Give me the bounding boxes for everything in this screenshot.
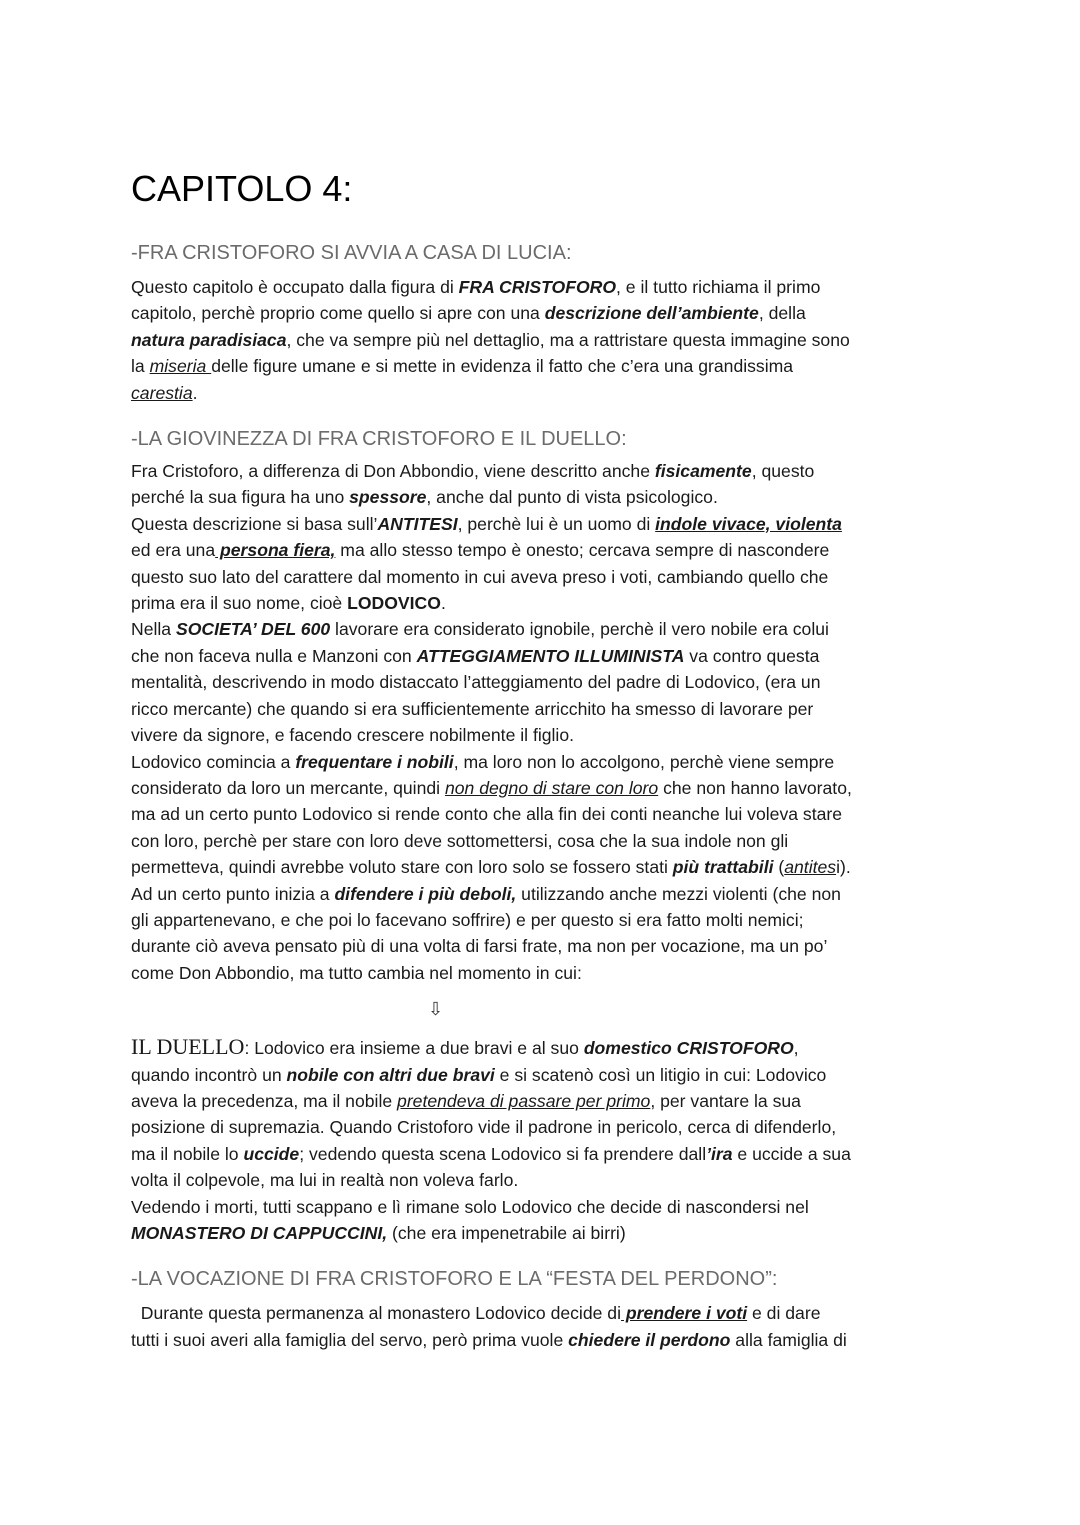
duello-title: IL DUELLO [131, 1034, 245, 1060]
document-page [131, 168, 961, 1353]
paragraph-intro: Questo capitolo è occupato dalla figura di FRA CRISTOFORO, e il tutto richiama il primo capitolo, perchè proprio come quello si apre con una descrizione dell’ambiente, della natura paradisiaca, che va sempre più nel dettaglio, ma a rattristare questa immagine sono la miseria delle figure umane e si mette in evidenza il fatto che c’era una grandissima carestia. [131, 277, 850, 403]
section-heading-giovinezza: -LA GIOVINEZZA DI FRA CRISTOFORO E IL DUELLO: [131, 428, 627, 451]
paragraph-duello: IL DUELLO: Lodovico era insieme a due bravi e al suo domestico CRISTOFORO, quando incontrò un nobile con altri due bravi e si scatenò così un litigio in cui: Lodovico aveva la precedenza, ma il nobile pretendeva di passare per primo, per vantare la sua posizione di supremazia. Quando Cristoforo vide il padrone in pericolo, cerca di difenderlo, ma il nobile lo uccide; vedendo questa scena Lodovico si fa prendere dall’ira e uccide a sua volta il colpevole, ma lui in realtà non voleva farlo. Vedendo i morti, tutti scappano e lì rimane solo Lodovico che decide di nascondersi nel MONASTERO DI CAPPUCCINI, (che era impenetrabile ai birri) [131, 1034, 851, 1243]
section-heading-fra-cristoforo-lucia: -FRA CRISTOFORO SI AVVIA A CASA DI LUCIA: [131, 242, 572, 264]
page-title: CAPITOLO 4: [131, 168, 353, 209]
paragraph-vocazione: Durante questa permanenza al monastero Lodovico decide di prendere i voti e di dare tutti i suoi averi alla famiglia del servo, però prima vuole chiedere il perdono alla famiglia di [131, 1303, 847, 1350]
down-arrow-icon: ⇩ [428, 999, 444, 1020]
section-heading-vocazione: -LA VOCAZIONE DI FRA CRISTOFORO E LA “FESTA DEL PERDONO”: [131, 1268, 778, 1291]
paragraph-giovinezza: Fra Cristoforo, a differenza di Don Abbondio, viene descritto anche fisicamente, questo perché la sua figura ha uno spessore, anche dal punto di vista psicologico. Questa descrizione si basa sull’ANTITESI, perchè lui è un uomo di indole vivace, violenta ed era una persona fiera, ma allo stesso tempo è onesto; cercava sempre di nascondere questo suo lato del carattere dal momento in cui aveva preso i voti, cambiando quello che prima era il suo nome, cioè LODOVICO. Nella SOCIETA’ DEL 600 lavorare era considerato ignobile, perchè il vero nobile era colui che non faceva nulla e Manzoni con ATTEGGIAMENTO ILLUMINISTA va contro questa mentalità, descrivendo in modo distaccato l’atteggiamento del padre di Lodovico, (era un ricco mercante) che quando si era sufficientemente arricchito ha smesso di lavorare per vivere da signore, e facendo crescere nobilmente il figlio. Lodovico comincia a frequentare i nobili, ma loro non lo accolgono, perchè viene sempre considerato da loro un mercante, quindi non degno di stare con loro che non hanno lavorato, ma ad un certo punto Lodovico si rende conto che alla fin dei conti neanche lui voleva stare con loro, perchè per stare con loro deve sottomettersi, cosa che la sua indole non gli permetteva, quindi avrebbe voluto stare con loro solo se fossero stati più trattabili (antitesi). Ad un certo punto inizia a difendere i più deboli, utilizzando anche mezzi violenti (che non gli appartenevano, e che poi lo facevano soffrire) e per questo si era fatto molti nemici; durante ciò aveva pensato più di una volta di farsi frate, ma non per vocazione, ma un po’ come Don Abbondio, ma tutto cambia nel momento in cui: [131, 461, 852, 983]
